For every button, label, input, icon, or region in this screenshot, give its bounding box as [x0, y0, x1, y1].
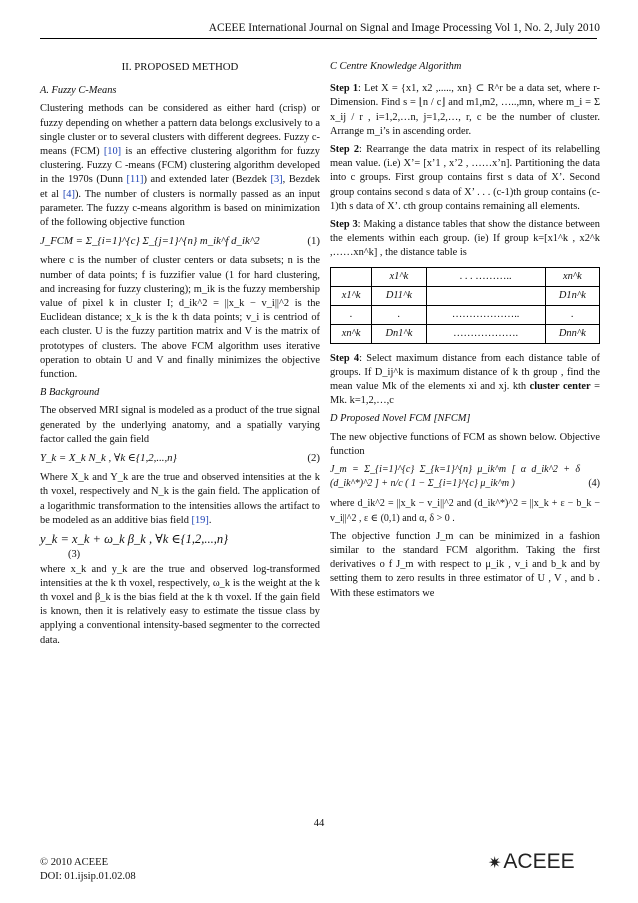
- table-row: [331, 305, 600, 324]
- fcm-paragraph: [40, 102, 320, 230]
- final-paragraph: The objective function J_m can be minimized in a fashion similar to the standard FCM algorithm. Taking the first derivatives o f J_m with respect to μ_ik , v_i and b_k and by setting them to zero results in three estimator of U , V , and b . With these estimators we: [330, 530, 600, 599]
- table-cell: .: [545, 305, 599, 324]
- fcm-heading: A. Fuzzy C-Means: [40, 85, 117, 97]
- table-cell: xn^k: [545, 267, 599, 286]
- step-4-end: = Mk. k=1,2,…,c: [330, 381, 601, 407]
- step-2: [330, 143, 600, 214]
- table-row: [331, 286, 600, 305]
- citation-19[interactable]: [19]: [191, 514, 209, 526]
- where-paragraph-3: where x_k and y_k are the true and observed log-transformed intensities at the k th voxel, respectively, ω_k is the weight at the k th voxel and β_k is the bias field at the k th voxel. If the gain field is known, then it is relatively easy to estimate the tissue class by applying a conventional intensity-based segmenter to the corrected data.: [40, 563, 320, 646]
- table-cell: x1^k: [372, 267, 426, 286]
- equation-2: [40, 451, 320, 465]
- logo-star-icon: ✷: [488, 855, 502, 872]
- background-heading: B Background: [40, 387, 100, 399]
- fcm-text-2: is an effective clustering algorithm for fuzzy clustering. Fuzzy C -means (FCM) clustering algorithm developed in the 1970s (Dunn: [40, 146, 320, 186]
- step-2-text: : Rearrange the data matrix in respect of its relabelling mean value. (i.e) X’= [x’1 , x’2 , ……x’n]. Partitioning the data into c groups. First group contains first s data of X’. Second group contains second s data of X’ . . . (c-1)th group contains (c-1)th s data of X’. cth group contains remaining all elements.: [330, 144, 600, 212]
- step-4-bold: cluster center: [529, 381, 591, 393]
- left-column: [40, 60, 320, 652]
- equation-1-body: J_FCM = Σ_{i=1}^{c} Σ_{j=1}^{n} m_ik^f d_ik^2: [40, 235, 260, 248]
- table-cell: x1^k: [331, 286, 372, 305]
- step-3-label: Step 3: [330, 219, 358, 231]
- citation-4[interactable]: [4]: [62, 188, 75, 200]
- equation-3-number: (3): [68, 549, 81, 561]
- table-cell: xn^k: [331, 324, 372, 343]
- fcm-text-4: , Bezdek et al: [40, 174, 320, 200]
- equation-2-number: (2): [307, 452, 320, 465]
- footer-copyright: © 2010 ACEEE: [40, 857, 109, 868]
- equation-4-body: J_m = Σ_{i=1}^{c} Σ_{k=1}^{n} μ_ik^m [ α d_ik^2 + δ (d_ik^*)^2 ] + n/c ( 1 − Σ_{i=1}^{c} μ_ik^m ): [330, 464, 580, 490]
- citation-11[interactable]: [11]: [126, 174, 144, 186]
- step-3: [330, 218, 600, 261]
- equation-4-number: (4): [588, 478, 600, 490]
- equation-2-body: Y_k = X_k N_k , ∀k ∈{1,2,...,n}: [40, 452, 177, 465]
- background-paragraph: The observed MRI signal is modeled as a product of the true signal generated by the underlying anatomy, and a spatially varying factor called the gain field: [40, 405, 320, 445]
- header-rule: [40, 38, 597, 39]
- nfcm-paragraph: The new objective functions of FCM as shown below. Objective function: [330, 431, 600, 457]
- table-cell: . . . ………..: [426, 267, 545, 286]
- table-cell: ……………….: [426, 324, 545, 343]
- aceee-logo: [488, 850, 575, 874]
- distance-table: [330, 267, 600, 344]
- table-cell: .: [331, 305, 372, 324]
- nfcm-heading: D Proposed Novel FCM [NFCM]: [330, 413, 471, 425]
- where-2-text: Where X_k and Y_k are the true and observed intensities at the k th voxel, respectively and N_k is the gain field. The application of a logarithmic transformation to the intensities allows the artifact to be modeled as an additive bias field: [40, 472, 320, 526]
- table-cell: [331, 267, 372, 286]
- table-cell: [426, 286, 545, 305]
- right-column: [330, 60, 600, 605]
- logo-text: ACEEE: [503, 850, 575, 873]
- step-1: [330, 82, 600, 139]
- equation-3-body: y_k = x_k + ω_k β_k , ∀k ∈{1,2,...,n}: [40, 532, 229, 547]
- step-2-label: Step 2: [330, 144, 360, 156]
- section-title: II. PROPOSED METHOD: [121, 61, 239, 73]
- step-3-text: : Making a distance tables that show the distance between the elements within each group. (ie) If group k=[x1^k , x2^k ,……xn^k] , the distance table is: [330, 219, 600, 259]
- table-cell: .: [372, 305, 426, 324]
- where-paragraph-2: Where X_k and Y_k are the true and observed intensities at the k th voxel, respectively and N_k is the gain field. The application of a logarithmic transformation to the intensities allows the artifact to be modeled as an additive bias field [19].: [40, 472, 320, 526]
- table-cell: Dn1^k: [372, 324, 426, 343]
- citation-10[interactable]: [10]: [103, 146, 122, 158]
- equation-1-number: (1): [307, 235, 320, 248]
- algorithm-heading: C Centre Knowledge Algorithm: [330, 61, 462, 72]
- step-1-text: : Let X = {x1, x2 ,....., xn} ⊂ R^r be a data set, where r-Dimension. Find s = ⌊n / c⌋ and m1,m2, …..,mn, where m_i = Σ x_ij / r , i=1,2,…n, j=1,2,…, r, c be the number of cluster. Arrange m_i’s in ascending order.: [330, 83, 600, 137]
- fcm-text-1: Clustering methods can be considered as either hard (crisp) or fuzzy depending on whether a pattern data belongs exclusively to a single cluster or to several clusters with different degrees. Fuzzy c-means (FCM): [40, 103, 320, 158]
- table-cell: Dnn^k: [545, 324, 599, 343]
- table-cell: D1n^k: [545, 286, 599, 305]
- journal-header: ACEEE International Journal on Signal and Image Processing Vol 1, No. 2, July 2010: [208, 22, 600, 34]
- table-cell: D11^k: [372, 286, 426, 305]
- step-4-text: : Select maximum distance from each distance table of groups. If D_ij^k is maximum distance of k th group , find the mean value Mk of the elements xi and xj. kth: [330, 352, 600, 393]
- where-paragraph-1: where c is the number of cluster centers or data subsets; n is the number of data points; f is fuzzifier value (1 for hard clustering, and increasing for fuzzy clustering); m_ik is the fuzzy membership value of pixel k in cluster I; d_ik^2 = ||x_k − v_i||^2 is the Euclidean distance; x_k is the k th data points; v_i is centriod of each cluster. U is the fuzzy partition matrix and V is the matrix of prototypes of clusters. The above FCM algorithm uses iterative operation to obtain U and V and finally minimizes the objective function.: [40, 255, 320, 381]
- fcm-text-3: ) and extended later (Bezdek: [143, 174, 267, 186]
- page-number: 44: [313, 818, 325, 829]
- step-1-label: Step 1: [330, 83, 359, 95]
- fcm-text-5: ). The number of clusters is normally passed as an input parameter. The fuzzy c-means algorithm is based on minimization of the following objective function: [40, 188, 320, 229]
- table-cell: ………………..: [426, 305, 545, 324]
- table-header-row: [331, 267, 600, 286]
- step-4: [330, 352, 600, 409]
- citation-3[interactable]: [3]: [270, 174, 283, 186]
- footer-doi: DOI: 01.ijsip.01.02.08: [40, 871, 136, 882]
- equation-4-where: where d_ik^2 = ||x_k − v_i||^2 and (d_ik^*)^2 = ||x_k + ε − b_k − v_i||^2 , ε ∈ (0,1) and α, δ > 0 .: [330, 498, 600, 524]
- table-row: [331, 324, 600, 343]
- equation-1: [40, 234, 320, 248]
- equation-4: [330, 463, 600, 491]
- step-4-label: Step 4: [330, 352, 360, 364]
- footer: [40, 856, 136, 884]
- equation-3: [40, 532, 320, 546]
